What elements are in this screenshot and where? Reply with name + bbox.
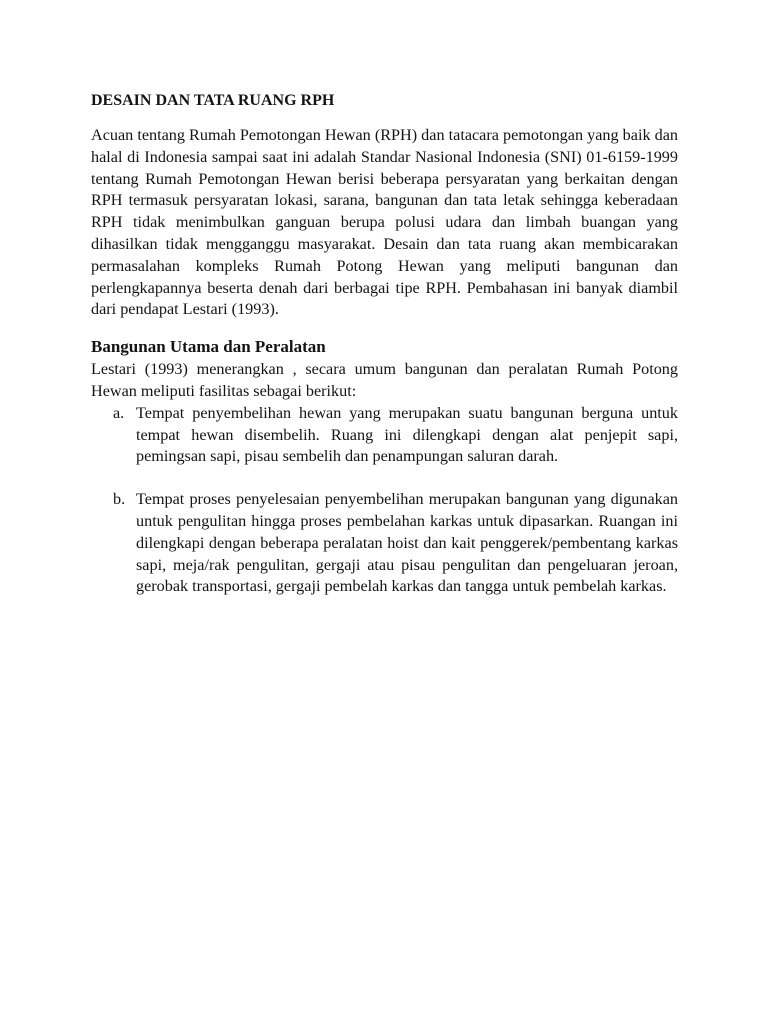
facility-list: [91, 403, 678, 598]
list-marker: b.: [113, 490, 126, 509]
document-title: DESAIN DAN TATA RUANG RPH: [91, 92, 335, 109]
list-item: [91, 489, 678, 598]
list-item-text: Tempat proses penyelesaian penyembelihan merupakan bangunan yang digunakan untuk pengulitan hingga proses pembelahan karkas untuk dipasarkan. Ruangan ini dilengkapi dengan beberapa peralatan hoist dan kait penggerek/pembentang karkas sapi, meja/rak pengulitan, gergaji atau pisau pengulitan dan pengeluaran jeroan, gerobak transportasi, gergaji pembelah karkas dan tangga untuk pembelah karkas.: [136, 490, 678, 596]
list-item: [91, 403, 678, 468]
section-heading: Bangunan Utama dan Peralatan: [91, 337, 326, 357]
list-marker: a.: [113, 403, 125, 422]
section-intro: Lestari (1993) menerangkan , secara umum bangunan dan peralatan Rumah Potong Hewan meliputi fasilitas sebagai berikut:: [91, 360, 678, 400]
document-page: [91, 90, 678, 598]
list-item-text: Tempat penyembelihan hewan yang merupakan suatu bangunan berguna untuk tempat hewan disembelih. Ruang ini dilengkapi dengan alat penjepit sapi, pemingsan sapi, pisau sembelih dan penampungan saluran darah.: [136, 403, 678, 466]
intro-paragraph: Acuan tentang Rumah Pemotongan Hewan (RPH) dan tatacara pemotongan yang baik dan halal di Indonesia sampai saat ini adalah Standar Nasional Indonesia (SNI) 01-6159-1999 tentang Rumah Pemotongan Hewan berisi beberapa persyaratan yang berkaitan dengan RPH termasuk persyaratan lokasi, sarana, bangunan dan tata letak sehingga keberadaan RPH tidak menimbulkan ganguan berupa polusi udara dan limbah buangan yang dihasilkan tidak mengganggu masyarakat. Desain dan tata ruang akan membicarakan permasalahan kompleks Rumah Potong Hewan yang meliputi bangunan dan perlengkapannya beserta denah dari berbagai tipe RPH. Pembahasan ini banyak diambil dari pendapat Lestari (1993).: [91, 126, 678, 319]
